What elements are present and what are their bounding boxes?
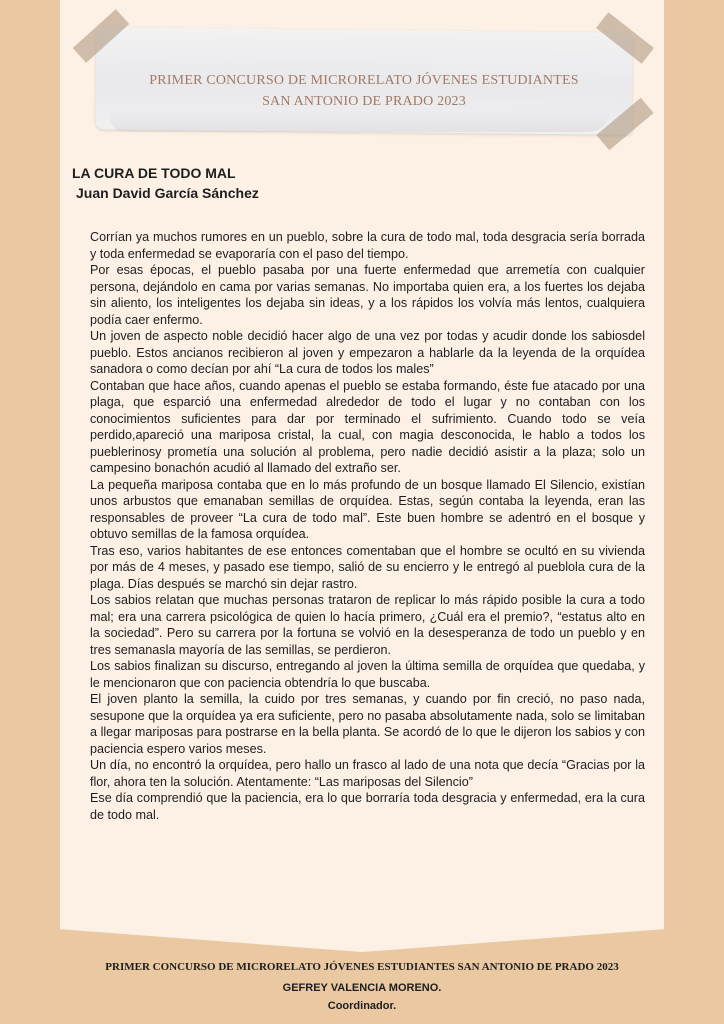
banner-title <box>96 70 632 112</box>
story-paragraph: Corrían ya muchos rumores en un pueblo, sobre la cura de todo mal, toda desgracia sería borrada y toda enfermedad se evaporaría con el paso del tiempo. <box>90 230 645 261</box>
story-paragraph: Ese día comprendió que la paciencia, era lo que borraría toda desgracia y enfermedad, era la cura de todo mal. <box>90 791 645 822</box>
story-paragraph: Tras eso, varios habitantes de ese entonces comentaban que el hombre se ocultó en su vivienda por más de 4 meses, y pasado ese tiempo, salió de su encierro y le entregó al pueblola cura de la plaga. Días después se marchó sin dejar rastro. <box>90 543 645 591</box>
banner-title-line1: PRIMER CONCURSO DE MICRORELATO JÓVENES ESTUDIANTES <box>149 73 579 88</box>
story-paragraph: Un joven de aspecto noble decidió hacer algo de una vez por todas y acudir donde los sabiosdel pueblo. Estos ancianos recibieron al joven y empezaron a hablarle da la leyenda de la orquídea sanadora o como decían por ahí “La cura de todos los males” <box>90 329 645 376</box>
story-title: LA CURA DE TODO MAL <box>72 165 236 181</box>
footer-contest: PRIMER CONCURSO DE MICRORELATO JÓVENES ESTUDIANTES SAN ANTONIO DE PRADO 2023 <box>105 961 619 973</box>
story-paragraph: Contaban que hace años, cuando apenas el pueblo se estaba formando, éste fue atacado por una plaga, que esparció una enfermedad alrededor de todo el lugar y no contaban con los conocimientos suficientes para dar por terminado el sufrimiento. Cuando todo se veía perdido,apareció una mariposa cristal, la cual, con magia desconocida, le hablo a todos los pueblerinosy prometía una solución al problema, pero nadie decidió asistir a la plaza; solo un campesino bonachón acudió al llamado del extraño ser. <box>90 378 645 475</box>
banner-curl <box>110 110 610 132</box>
footer-coordinator-name: GEFREY VALENCIA MORENO. <box>282 982 442 994</box>
footer-coordinator-role: Coordinador. <box>327 1000 397 1012</box>
story-paragraph: La pequeña mariposa contaba que en lo más profundo de un bosque llamado El Silencio, existían unos arbustos que emanaban semillas de orquídea. Estas, según contaba la leyenda, eran las responsables de proveer “La cura de todo mal”. Este buen hombre se adentró en el bosque y obtuvo semillas de la famosa orquídea. <box>90 477 645 541</box>
banner-title-line2: SAN ANTONIO DE PRADO 2023 <box>262 94 466 109</box>
story-paragraph: El joven planto la semilla, la cuido por tres semanas, y cuando por fin creció, no paso nada, sesupone que la orquídea ya era suficiente, pero no pasaba absolutamente nada, solo se limitaban a llegar mariposas para postrarse en la bella planta. Se acordó de lo que le dijeron los sabios y con paciencia espero varios meses. <box>90 692 645 756</box>
story-paragraph: Por esas épocas, el pueblo pasaba por una fuerte enfermedad que arremetía con cualquier persona, dejándolo en cama por varias semanas. No importaba quien era, a los fuertes los dejaba sin aliento, los inteligentes los dejaba sin ideas, y a los rápidos los volvía más lentos, cualquiera podía caer enfermo. <box>90 263 645 327</box>
story-paragraph: Los sabios relatan que muchas personas trataron de replicar lo más rápido posible la cura a todo mal; era una carrera psicológica de quien lo hacía primero, ¿Cuál era el premio?, “estatus alto en la sociedad”. Pero su carrera por la fortuna se volvió en la desesperanza de todo un pueblo y en tres semanasla mayoría de las semillas, se perdieron. <box>90 593 645 657</box>
story-paragraph: Un día, no encontró la orquídea, pero hallo un frasco al lado de una nota que decía “Gracias por la flor, ahora ten la solución. Atentamente: “Las mariposas del Silencio” <box>90 758 645 789</box>
story-body <box>90 229 645 823</box>
story-paragraph: Los sabios finalizan su discurso, entregando al joven la última semilla de orquídea que quedaba, y le mencionaron que con paciencia obtendría lo que buscaba. <box>90 659 645 690</box>
story-author: Juan David García Sánchez <box>76 185 259 201</box>
